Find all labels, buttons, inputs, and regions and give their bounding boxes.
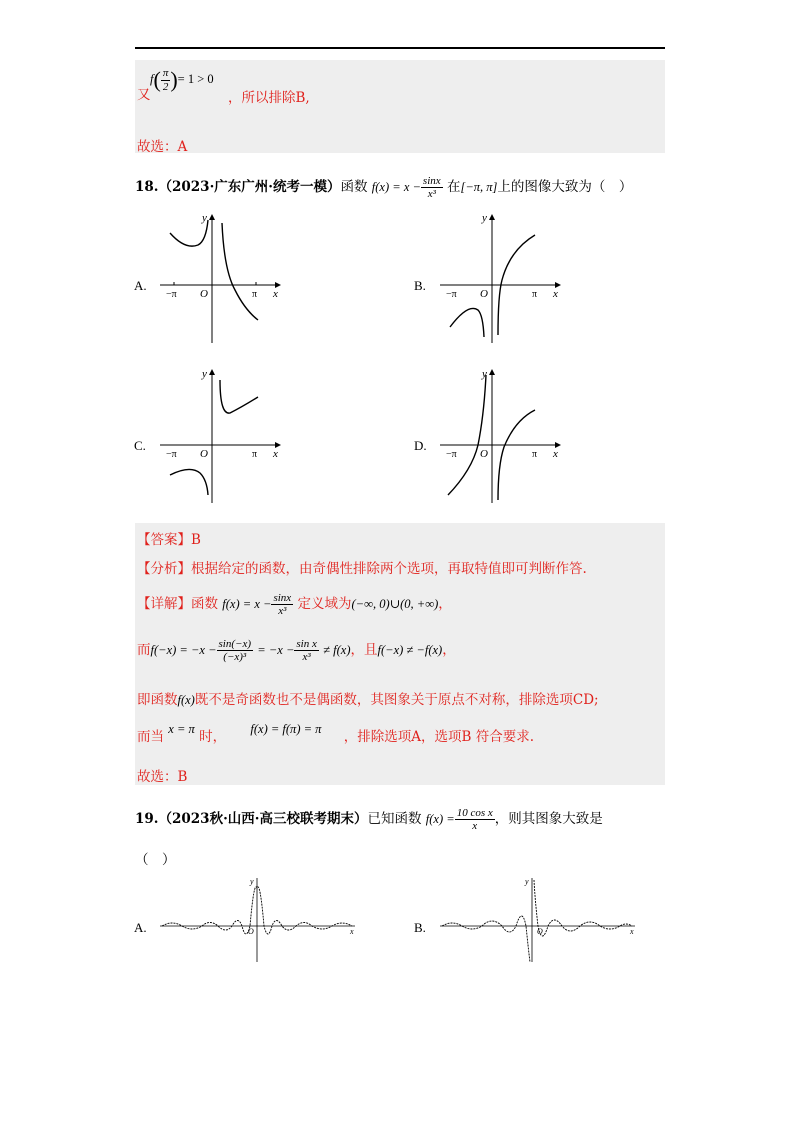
svg-text:π: π [532,449,538,460]
svg-text:O: O [480,448,488,460]
svg-text:B.: B. [414,920,426,935]
option-c-graph [134,368,280,503]
svg-text:−π: −π [446,449,457,460]
option-a-label: A. [134,278,147,293]
q19-option-a-graph [134,877,355,962]
svg-text:x: x [553,448,558,460]
svg-text:π: π [252,289,258,300]
option-d-label: D. [414,438,427,453]
svg-text:O: O [480,288,488,300]
svg-text:y: y [202,368,207,380]
q19-option-b-graph [414,877,635,962]
question-18-graphs [130,205,670,510]
svg-text:π: π [532,289,538,300]
question-19-graphs [130,870,670,970]
svg-text:y: y [482,368,487,380]
svg-text:O: O [200,288,208,300]
option-b-label: B. [414,278,426,293]
svg-text:π: π [252,449,258,460]
prev-conclusion: ，所以排除B, [228,90,310,106]
svg-text:x: x [553,288,558,300]
option-a-graph [134,212,280,343]
detail-line-4: 而当 x = π 时， f(x) = f(π) = π ，排除选项A，选项B 符合要求. [137,722,534,745]
svg-text:−π: −π [446,289,457,300]
svg-text:x: x [630,927,634,936]
svg-text:O: O [200,448,208,460]
option-b-graph [414,212,560,343]
prev-answer: 故选：A [137,139,188,155]
analysis-line: 【分析】根据给定的函数，由奇偶性排除两个选项，再取特值即可判断作答. [137,561,587,577]
question-18-stem: 18.（2023·广东广州·统考一模）函数 f(x) = x − $\frac{\sin x}{\text{x³}}$ 在[−π, π]上的图像大致为（ ） [135,175,633,201]
svg-text:x: x [273,448,278,460]
header-rule [135,47,665,49]
option-c-label: C. [134,438,146,453]
detail-line-2: 而f(−x) = −x − $\frac{\sin(-x)}{\text{(−x)³}}$ = −x − $\frac{\text{sin x}}{\text{x³}}$ ≠ f(x)，且f(−x) ≠ −f(x)， [137,638,456,664]
svg-text:y: y [482,212,487,224]
detail-line-1: 【详解】函数 f(x) = x − $\frac{\sin x}{\text{x³}}$ 定义域为(−∞, 0)∪(0, +∞)， [137,592,452,618]
svg-text:−π: −π [166,289,177,300]
question-19-stem: 19.（2023秋·山西·高三校联考期末）已知函数 f(x) = $\frac{\text{10 cos x}}{x}$ ，则其图象大致是 [135,807,603,833]
svg-text:−π: −π [166,449,177,460]
svg-text:O: O [537,927,543,936]
svg-text:x: x [350,927,354,936]
detail-line-3: 即函数f(x)既不是奇函数也不是偶函数，其图象关于原点不对称，排除选项CD; [137,692,599,708]
previous-solution-box [135,60,665,153]
prev-you: 又 [137,87,151,103]
final-answer-18: 故选：B [137,769,188,785]
svg-text:A.: A. [134,920,147,935]
option-d-graph [414,368,560,503]
svg-text:y: y [202,212,207,224]
answer-line: 【答案】B [137,532,201,548]
svg-text:O: O [248,927,254,936]
question-19-paren: （ ） [135,852,176,868]
svg-text:y: y [250,877,254,886]
prev-formula: f( $\frac{\pi}{2}$ )= 1 > 0 [150,67,214,93]
svg-text:y: y [525,877,529,886]
svg-text:x: x [273,288,278,300]
